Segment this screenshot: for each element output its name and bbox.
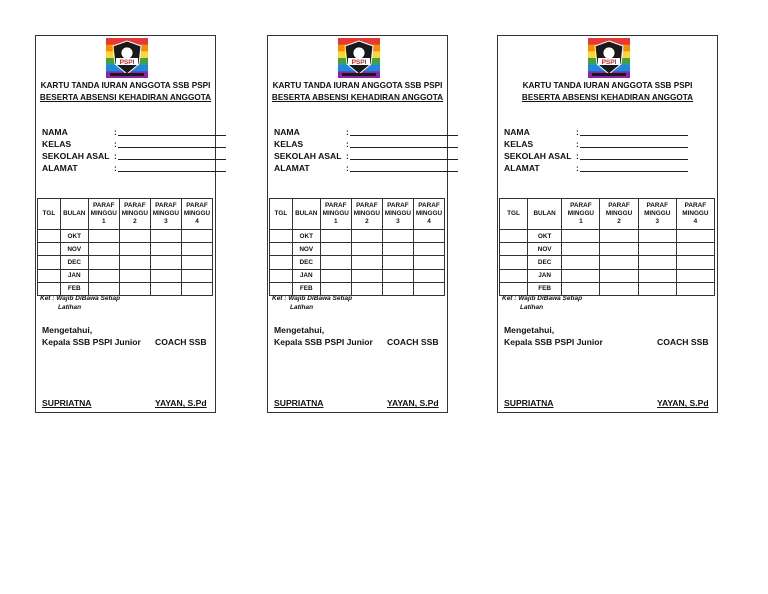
table-row [270,243,445,256]
blank-cell[interactable] [500,243,528,256]
field-colon: : [346,163,349,173]
field-blank-line[interactable] [350,159,458,160]
field-blank-line[interactable] [580,135,688,136]
club-badge-icon [338,38,380,78]
blank-cell[interactable] [413,269,444,282]
table-header-cell: PARAF MINGGU 2 [351,199,382,230]
blank-cell[interactable] [88,243,119,256]
field-label: NAMA [504,127,530,137]
blank-cell[interactable] [676,230,714,243]
blank-cell[interactable] [638,243,676,256]
blank-cell[interactable] [500,230,528,243]
ack-text: Mengetahui, [42,325,93,335]
field-label: KELAS [274,139,304,149]
blank-cell[interactable] [351,230,382,243]
month-cell: NOV [527,243,561,256]
table-header-cell: PARAF MINGGU 2 [600,199,638,230]
club-badge-icon [588,38,630,78]
blank-cell[interactable] [638,282,676,295]
card-subtitle: BESERTA ABSENSI KEHADIRAN ANGGOTA [271,93,444,102]
logo-text: PSPI [119,59,134,66]
card-title: KARTU TANDA IURAN ANGGOTA SSB PSPI [522,81,693,90]
blank-cell[interactable] [351,243,382,256]
blank-cell[interactable] [562,256,600,269]
field-blank-line[interactable] [118,159,226,160]
field-colon: : [346,127,349,137]
field-blank-line[interactable] [350,135,458,136]
membership-card [35,35,216,413]
blank-cell[interactable] [676,256,714,269]
table-header-row [38,199,213,230]
blank-cell[interactable] [351,269,382,282]
blank-cell[interactable] [150,230,181,243]
blank-cell[interactable] [600,243,638,256]
blank-cell[interactable] [413,230,444,243]
blank-cell[interactable] [638,256,676,269]
table-row [500,269,715,282]
table-header-cell: PARAF MINGGU 4 [676,199,714,230]
logo-text: PSPI [351,59,366,66]
blank-cell[interactable] [413,282,444,295]
logo-text: PSPI [601,59,616,66]
right-signer-name: YAYAN, S.Pd [155,398,207,408]
blank-cell[interactable] [562,243,600,256]
club-badge-icon [106,38,148,78]
blank-cell[interactable] [150,282,181,295]
ack-text: Mengetahui, [504,325,555,335]
card-title: KARTU TANDA IURAN ANGGOTA SSB PSPI [40,81,211,90]
table-row [38,269,213,282]
field-label: NAMA [274,127,300,137]
membership-card [497,35,718,413]
right-signer-name: YAYAN, S.Pd [387,398,439,408]
blank-cell[interactable] [638,269,676,282]
blank-cell[interactable] [382,269,413,282]
field-blank-line[interactable] [118,135,226,136]
month-cell: OKT [527,230,561,243]
table-header-cell: BULAN [292,199,320,230]
field-colon: : [114,139,117,149]
left-signer-role: Kepala SSB PSPI Junior [274,337,373,347]
blank-cell[interactable] [38,230,61,243]
field-colon: : [346,139,349,149]
field-colon: : [576,139,579,149]
right-signer-role: COACH SSB [657,337,709,347]
left-signer-role: Kepala SSB PSPI Junior [42,337,141,347]
table-row [500,243,715,256]
left-signer-role: Kepala SSB PSPI Junior [504,337,603,347]
blank-cell[interactable] [500,269,528,282]
blank-cell[interactable] [38,269,61,282]
left-signer-name: SUPRIATNA [274,398,324,408]
blank-cell[interactable] [600,256,638,269]
right-signer-name: YAYAN, S.Pd [657,398,709,408]
field-label: ALAMAT [274,163,310,173]
month-cell: DEC [60,256,88,269]
field-blank-line[interactable] [350,171,458,172]
month-cell: JAN [527,269,561,282]
right-signer-role: COACH SSB [387,337,439,347]
field-colon: : [114,163,117,173]
note: Ket : Wajib DiBawa Setiap Latihan [502,295,583,311]
table-header-cell: PARAF MINGGU 4 [181,199,212,230]
table-header-cell: TGL [38,199,61,230]
attendance-table [499,198,715,296]
month-cell: JAN [292,269,320,282]
left-signer-name: SUPRIATNA [504,398,554,408]
blank-cell[interactable] [88,230,119,243]
table-header-cell: PARAF MINGGU 4 [413,199,444,230]
month-cell: OKT [292,230,320,243]
blank-cell[interactable] [638,230,676,243]
table-row [270,230,445,243]
blank-cell[interactable] [181,230,212,243]
table-header-row [270,199,445,230]
blank-cell[interactable] [88,269,119,282]
field-colon: : [346,151,349,161]
blank-cell[interactable] [413,243,444,256]
field-label: NAMA [42,127,68,137]
table-row [270,256,445,269]
field-blank-line[interactable] [118,147,226,148]
field-label: ALAMAT [504,163,540,173]
ack-text: Mengetahui, [274,325,325,335]
table-header-cell: TGL [500,199,528,230]
field-colon: : [576,151,579,161]
month-cell: JAN [60,269,88,282]
table-header-cell: PARAF MINGGU 3 [638,199,676,230]
table-header-row [500,199,715,230]
field-label: SEKOLAH ASAL [274,151,342,161]
card-title: KARTU TANDA IURAN ANGGOTA SSB PSPI [272,81,443,90]
blank-cell[interactable] [38,243,61,256]
blank-cell[interactable] [119,256,150,269]
blank-cell[interactable] [600,230,638,243]
blank-cell[interactable] [88,256,119,269]
blank-cell[interactable] [562,269,600,282]
left-signer-name: SUPRIATNA [42,398,92,408]
blank-cell[interactable] [382,282,413,295]
month-cell: FEB [60,282,88,295]
field-blank-line[interactable] [580,171,688,172]
blank-cell[interactable] [676,243,714,256]
blank-cell[interactable] [676,269,714,282]
blank-cell[interactable] [119,269,150,282]
table-row [270,269,445,282]
blank-cell[interactable] [600,269,638,282]
blank-cell[interactable] [181,269,212,282]
field-blank-line[interactable] [118,171,226,172]
table-header-cell: PARAF MINGGU 1 [88,199,119,230]
table-row [500,256,715,269]
field-blank-line[interactable] [350,147,458,148]
blank-cell[interactable] [119,282,150,295]
blank-cell[interactable] [270,256,293,269]
table-row [38,230,213,243]
blank-cell[interactable] [320,256,351,269]
blank-cell[interactable] [270,230,293,243]
blank-cell[interactable] [382,230,413,243]
month-cell: DEC [527,256,561,269]
blank-cell[interactable] [413,256,444,269]
month-cell: FEB [292,282,320,295]
table-header-cell: PARAF MINGGU 1 [320,199,351,230]
blank-cell[interactable] [351,256,382,269]
blank-cell[interactable] [320,269,351,282]
field-label: KELAS [504,139,534,149]
blank-cell[interactable] [270,243,293,256]
field-label: ALAMAT [42,163,78,173]
field-colon: : [576,127,579,137]
month-cell: OKT [60,230,88,243]
blank-cell[interactable] [119,243,150,256]
attendance-table [37,198,213,296]
table-header-cell: PARAF MINGGU 3 [150,199,181,230]
blank-cell[interactable] [382,256,413,269]
month-cell: FEB [527,282,561,295]
field-label: KELAS [42,139,72,149]
blank-cell[interactable] [181,256,212,269]
table-header-cell: BULAN [60,199,88,230]
month-cell: NOV [292,243,320,256]
blank-cell[interactable] [38,256,61,269]
card-subtitle: BESERTA ABSENSI KEHADIRAN ANGGOTA [39,93,212,102]
field-colon: : [114,127,117,137]
blank-cell[interactable] [181,282,212,295]
note: Ket : Wajib DiBawa Setiap Latihan [40,295,121,311]
blank-cell[interactable] [150,243,181,256]
field-blank-line[interactable] [580,147,688,148]
table-header-cell: PARAF MINGGU 1 [562,199,600,230]
month-cell: DEC [292,256,320,269]
field-label: SEKOLAH ASAL [504,151,572,161]
note: Ket : Wajib DiBawa Setiap Latihan [272,295,353,311]
blank-cell[interactable] [382,243,413,256]
blank-cell[interactable] [676,282,714,295]
table-header-cell: TGL [270,199,293,230]
blank-cell[interactable] [119,230,150,243]
field-blank-line[interactable] [580,159,688,160]
blank-cell[interactable] [500,256,528,269]
attendance-table [269,198,445,296]
blank-cell[interactable] [150,256,181,269]
membership-card [267,35,448,413]
field-label: SEKOLAH ASAL [42,151,110,161]
table-header-cell: BULAN [527,199,561,230]
right-signer-role: COACH SSB [155,337,207,347]
month-cell: NOV [60,243,88,256]
blank-cell[interactable] [320,243,351,256]
blank-cell[interactable] [600,282,638,295]
field-colon: : [114,151,117,161]
blank-cell[interactable] [320,230,351,243]
table-header-cell: PARAF MINGGU 3 [382,199,413,230]
blank-cell[interactable] [150,269,181,282]
blank-cell[interactable] [562,230,600,243]
table-row [38,256,213,269]
table-header-cell: PARAF MINGGU 2 [119,199,150,230]
blank-cell[interactable] [351,282,382,295]
blank-cell[interactable] [181,243,212,256]
table-row [500,230,715,243]
field-colon: : [576,163,579,173]
blank-cell[interactable] [270,269,293,282]
table-row [38,243,213,256]
card-subtitle: BESERTA ABSENSI KEHADIRAN ANGGOTA [521,93,694,102]
